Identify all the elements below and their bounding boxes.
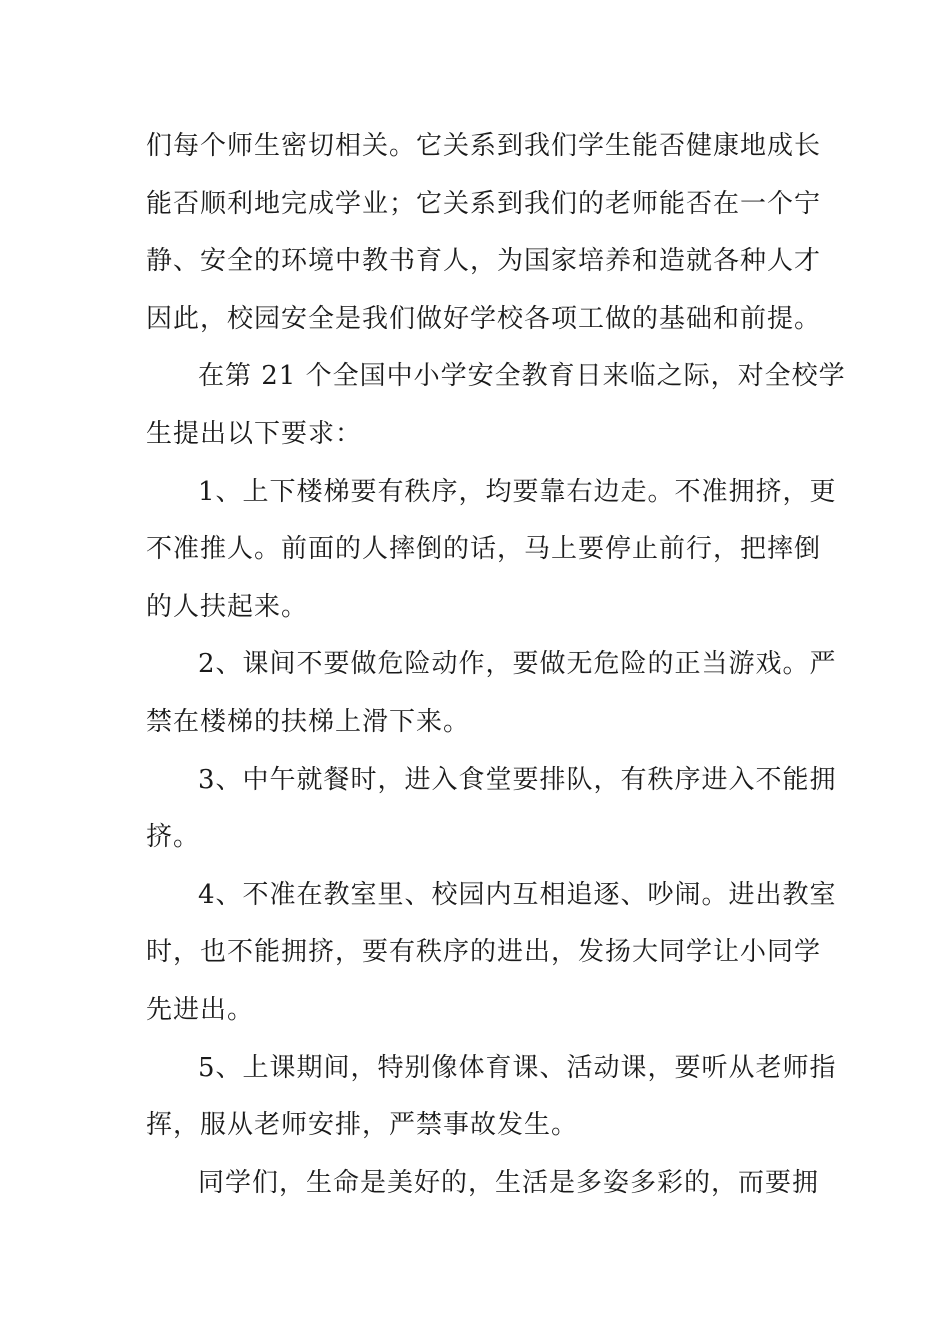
text-line: 不准推人。前面的人摔倒的话，马上要停止前行，把摔倒 [146,534,822,565]
text-line: 挤。 [146,822,201,853]
text-line: 因此，校园安全是我们做好学校各项工做的基础和前提。 [146,303,822,334]
text-line: 静、安全的环境中教书育人，为国家培养和造就各种人才 [146,246,822,277]
document-body [146,118,846,1212]
text-line: 挥，服从老师安排，严禁事故发生。 [146,1110,579,1141]
text-line: 生提出以下要求： [146,418,363,449]
text-line: 禁在楼梯的扶梯上滑下来。 [146,706,471,737]
paragraph-first-line: 1、上下楼梯要有秩序，均要靠右边走。不准拥挤，更 [198,476,837,507]
text-line: 能否顺利地完成学业；它关系到我们的老师能否在一个宁 [146,188,822,219]
text-line: 的人扶起来。 [146,591,309,622]
paragraph-first-line: 2、课间不要做危险动作，要做无危险的正当游戏。严 [198,649,837,680]
text-line: 时，也不能拥挤，要有秩序的进出，发扬大同学让小同学 [146,937,822,968]
text-line: 们每个师生密切相关。它关系到我们学生能否健康地成长 [146,131,822,161]
paragraph-first-line: 同学们，生命是美好的，生活是多姿多彩的，而要拥 [198,1167,820,1198]
paragraph-first-line: 5、上课期间，特别像体育课、活动课，要听从老师指 [198,1052,837,1083]
paragraph-first-line: 4、不准在教室里、校园内互相追逐、吵闹。进出教室 [198,879,837,910]
paragraph-first-line: 在第 21 个全国中小学安全教育日来临之际，对全校学 [198,361,846,392]
paragraph-first-line: 3、中午就餐时，进入食堂要排队，有秩序进入不能拥 [198,764,837,795]
text-line: 先进出。 [146,994,255,1025]
